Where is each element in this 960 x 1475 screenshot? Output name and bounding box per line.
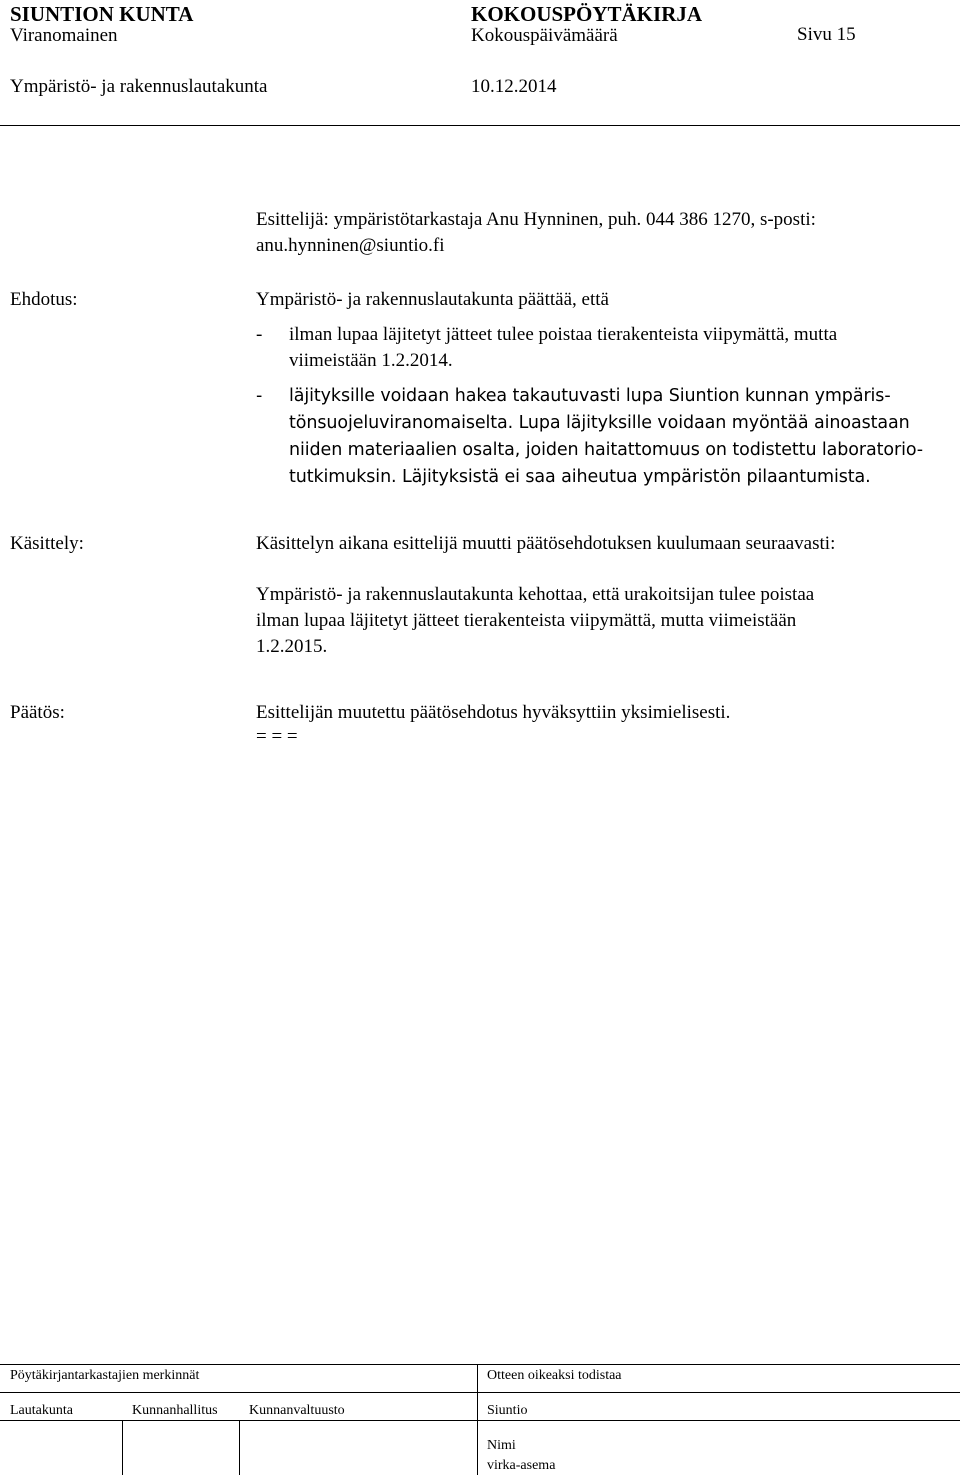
bullet-1-line-2: viimeistään 1.2.2014.	[289, 350, 453, 371]
meeting-date-label: Kokouspäivämäärä	[471, 25, 618, 46]
footer-name-label: Nimi	[487, 1438, 516, 1453]
bullet-1-line-1: ilman lupaa läjitetyt jätteet tulee poistaa tierakenteista viipymättä, mutta	[289, 324, 838, 345]
footer-section-divider	[477, 1364, 478, 1475]
footer-divider-top	[0, 1364, 960, 1365]
handling-para-line-1: Ympäristö- ja rakennuslautakunta kehottaa, että urakoitsijan tulee poistaa	[256, 584, 815, 605]
footer-divider-low	[0, 1420, 960, 1421]
footer-col-municipal-board: Kunnanhallitus	[132, 1403, 218, 1418]
bullet-2-line-4: tutkimuksin. Läjityksistä ei saa aiheutua ympäristön pilaantumista.	[289, 467, 871, 487]
handling-line-1: Käsittelyn aikana esittelijä muutti päätösehdotuksen kuulumaan seuraavasti:	[256, 533, 836, 554]
presenter-line-1: Esittelijä: ympäristötarkastaja Anu Hynninen, puh. 044 386 1270, s-posti:	[256, 209, 816, 230]
authority-label: Viranomainen	[10, 25, 118, 46]
footer-divider-mid	[0, 1392, 960, 1393]
footer-signature-divider-2	[239, 1420, 240, 1475]
footer-place: Siuntio	[487, 1403, 528, 1418]
authority-name: Ympäristö- ja rakennuslautakunta	[10, 76, 268, 97]
meeting-date: 10.12.2014	[471, 76, 557, 97]
document-type: KOKOUSPÖYTÄKIRJA	[471, 2, 703, 26]
footer-position-label: virka-asema	[487, 1458, 556, 1473]
bullet-2-line-2: tönsuojeluviranomaiselta. Lupa läjityksille voidaan myöntää ainoastaan	[289, 413, 910, 433]
proposal-intro: Ympäristö- ja rakennuslautakunta päättää, että	[256, 289, 609, 310]
decision-text: Esittelijän muutettu päätösehdotus hyväksyttiin yksimielisesti.	[256, 702, 731, 723]
proposal-label: Ehdotus:	[10, 289, 78, 310]
bullet-2-line-3: niiden materiaalien osalta, joiden haitattomuus on todistettu laboratorio-	[289, 440, 923, 460]
footer-signature-divider-1	[122, 1420, 123, 1475]
footer-col-council: Kunnanvaltuusto	[249, 1403, 345, 1418]
handling-para-line-2: ilman lupaa läjitetyt jätteet tierakenteista viipymättä, mutta viimeistään	[256, 610, 797, 631]
municipality-name: SIUNTION KUNTA	[10, 2, 194, 26]
handling-para-line-3: 1.2.2015.	[256, 636, 328, 657]
presenter-line-2: anu.hynninen@siuntio.fi	[256, 235, 445, 256]
bullet-2-dash: -	[256, 386, 263, 406]
header-divider	[0, 125, 960, 126]
decision-end-mark: = = =	[256, 726, 298, 747]
footer-col-board: Lautakunta	[10, 1403, 73, 1418]
page-number: Sivu 15	[797, 24, 856, 45]
bullet-1-dash: -	[256, 324, 263, 345]
handling-label: Käsittely:	[10, 533, 84, 554]
bullet-2-line-1: läjityksille voidaan hakea takautuvasti lupa Siuntion kunnan ympäris-	[289, 386, 891, 406]
footer-certification-title: Otteen oikeaksi todistaa	[487, 1368, 622, 1383]
decision-label: Päätös:	[10, 702, 65, 723]
footer-reviewers-title: Pöytäkirjantarkastajien merkinnät	[10, 1368, 200, 1383]
